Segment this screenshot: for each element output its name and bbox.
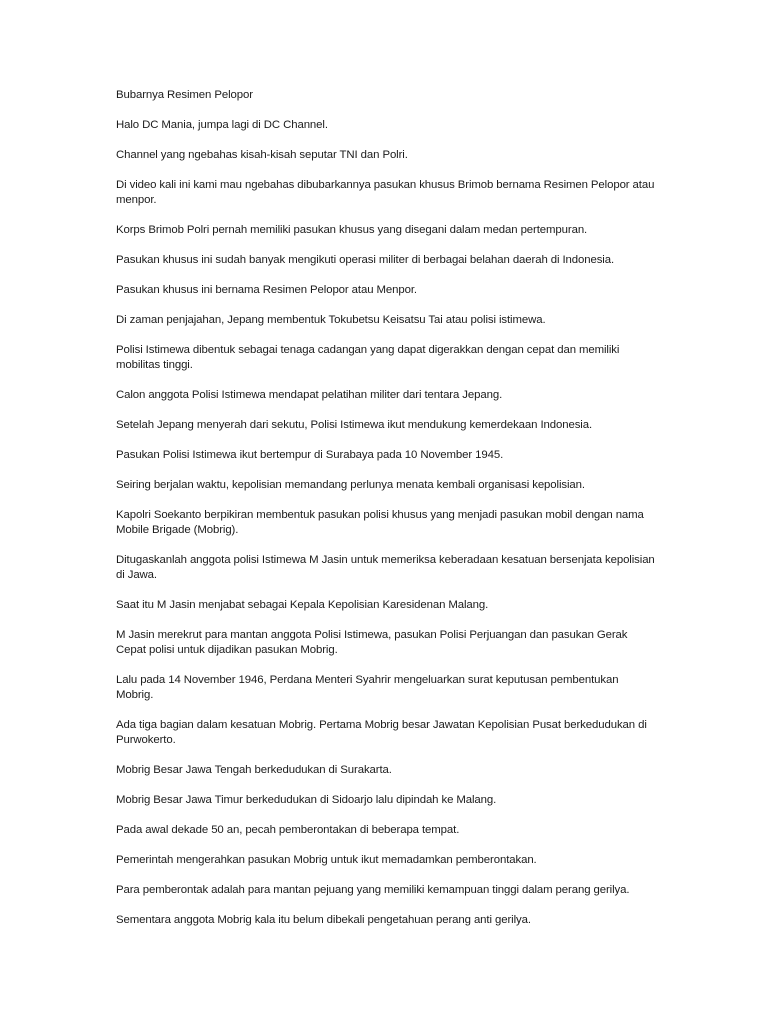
paragraph: Di zaman penjajahan, Jepang membentuk Tokubetsu Keisatsu Tai atau polisi istimewa. bbox=[116, 314, 546, 326]
paragraph: Lalu pada 14 November 1946, Perdana Menteri Syahrir mengeluarkan surat keputusan pembentukan Mobrig. bbox=[116, 674, 619, 701]
paragraph: Pada awal dekade 50 an, pecah pemberontakan di beberapa tempat. bbox=[116, 824, 460, 836]
paragraph: Pasukan khusus ini sudah banyak mengikuti operasi militer di berbagai belahan daerah di Indonesia. bbox=[116, 254, 615, 266]
paragraph: Pasukan khusus ini bernama Resimen Pelopor atau Menpor. bbox=[116, 284, 417, 296]
paragraph: Pasukan Polisi Istimewa ikut bertempur di Surabaya pada 10 November 1945. bbox=[116, 449, 504, 461]
document-title: Bubarnya Resimen Pelopor bbox=[116, 89, 253, 101]
paragraph: Calon anggota Polisi Istimewa mendapat pelatihan militer dari tentara Jepang. bbox=[116, 389, 503, 401]
paragraph: Mobrig Besar Jawa Tengah berkedudukan di Surakarta. bbox=[116, 764, 392, 776]
paragraph: Ada tiga bagian dalam kesatuan Mobrig. Pertama Mobrig besar Jawatan Kepolisian Pusat berkedudukan di Purwokerto. bbox=[116, 719, 647, 746]
paragraph: M Jasin merekrut para mantan anggota Polisi Istimewa, pasukan Polisi Perjuangan dan pasukan Gerak Cepat polisi untuk dijadikan pasukan Mobrig. bbox=[116, 629, 628, 656]
document-body bbox=[116, 88, 656, 943]
paragraph: Ditugaskanlah anggota polisi Istimewa M Jasin untuk memeriksa keberadaan kesatuan bersenjata kepolisian di Jawa. bbox=[116, 554, 655, 581]
paragraph: Di video kali ini kami mau ngebahas dibubarkannya pasukan khusus Brimob bernama Resimen Pelopor atau menpor. bbox=[116, 179, 655, 206]
paragraph: Setelah Jepang menyerah dari sekutu, Polisi Istimewa ikut mendukung kemerdekaan Indonesia. bbox=[116, 419, 593, 431]
paragraph: Polisi Istimewa dibentuk sebagai tenaga cadangan yang dapat digerakkan dengan cepat dan memiliki mobilitas tinggi. bbox=[116, 344, 620, 371]
paragraph: Mobrig Besar Jawa Timur berkedudukan di Sidoarjo lalu dipindah ke Malang. bbox=[116, 794, 497, 806]
paragraph: Pemerintah mengerahkan pasukan Mobrig untuk ikut memadamkan pemberontakan. bbox=[116, 854, 537, 866]
paragraph: Korps Brimob Polri pernah memiliki pasukan khusus yang disegani dalam medan pertempuran. bbox=[116, 224, 588, 236]
paragraph: Para pemberontak adalah para mantan pejuang yang memiliki kemampuan tinggi dalam perang gerilya. bbox=[116, 884, 630, 896]
paragraph: Saat itu M Jasin menjabat sebagai Kepala Kepolisian Karesidenan Malang. bbox=[116, 599, 489, 611]
paragraph: Sementara anggota Mobrig kala itu belum dibekali pengetahuan perang anti gerilya. bbox=[116, 914, 531, 926]
paragraph: Channel yang ngebahas kisah-kisah seputar TNI dan Polri. bbox=[116, 149, 408, 161]
paragraph: Kapolri Soekanto berpikiran membentuk pasukan polisi khusus yang menjadi pasukan mobil dengan nama Mobile Brigade (Mobrig). bbox=[116, 509, 644, 536]
paragraph: Seiring berjalan waktu, kepolisian memandang perlunya menata kembali organisasi kepolisian. bbox=[116, 479, 585, 491]
paragraph: Halo DC Mania, jumpa lagi di DC Channel. bbox=[116, 119, 328, 131]
